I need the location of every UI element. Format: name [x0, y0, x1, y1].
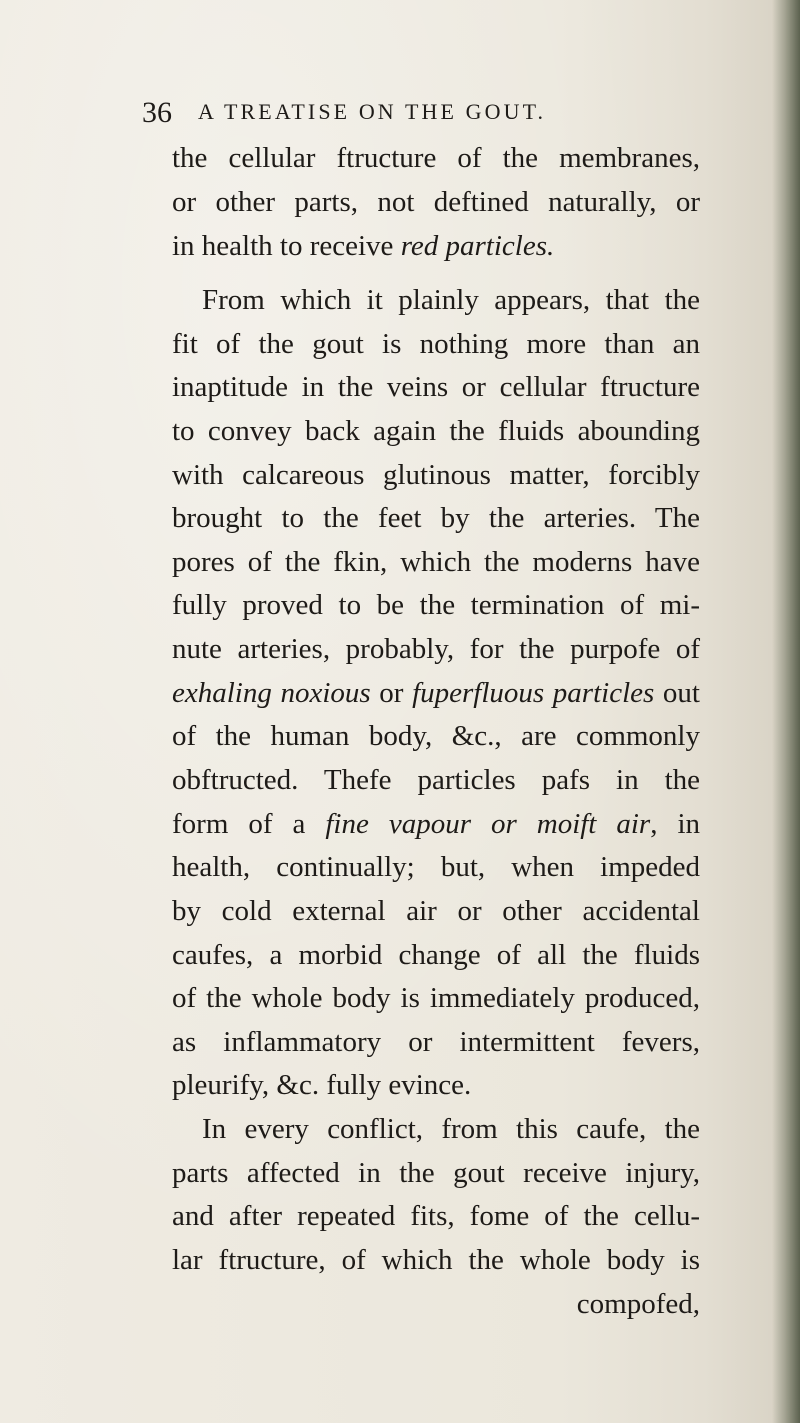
text-line: brought to the feet by the arteries. The: [172, 502, 700, 534]
italic-phrase: exhaling noxious: [172, 677, 371, 709]
text-line: [172, 226, 700, 266]
text-line: health, continually; but, when impeded: [172, 851, 700, 883]
paragraph-start-line: From which it plainly appears, that the: [202, 284, 700, 316]
text-line: pleurify, &c. fully evince.: [172, 1069, 472, 1101]
text-line: fully proved to be the termination of mi-: [172, 589, 700, 621]
text-line: pores of the fkin, which the moderns have: [172, 546, 700, 578]
text-line: parts affected in the gout receive injury,: [172, 1157, 700, 1189]
italic-phrase: fine vapour or moift air: [325, 808, 651, 840]
text-line: [172, 804, 700, 844]
text-line: [172, 673, 700, 713]
text-line: fit of the gout is nothing more than an: [172, 328, 700, 360]
text-line: caufes, a morbid change of all the fluids: [172, 939, 700, 971]
text-line: nute arteries, probably, for the purpofe of: [172, 633, 700, 665]
text-span: , in: [650, 808, 700, 840]
running-title: A TREATISE ON THE GOUT.: [198, 99, 547, 124]
text-span: in health to receive: [172, 230, 401, 262]
text-line: or other parts, not deftined naturally, or: [172, 186, 700, 218]
text-line: to convey back again the fluids abounding: [172, 415, 700, 447]
text-line: obftructed. Thefe particles pafs in the: [172, 764, 700, 796]
text-line: as inflammatory or intermittent fevers,: [172, 1026, 700, 1058]
text-line: of the human body, &c., are commonly: [172, 720, 700, 752]
page-number: 36: [142, 96, 172, 129]
text-line: lar ftructure, of which the whole body is: [172, 1244, 700, 1276]
text-line: of the whole body is immediately produced,: [172, 982, 700, 1014]
text-span: out: [654, 677, 700, 709]
page-edge-shadow: [772, 0, 800, 1423]
text-span: form of a: [172, 808, 326, 840]
running-header: [142, 93, 546, 127]
italic-phrase: red particles.: [400, 230, 555, 262]
text-line: the cellular ftructure of the membranes,: [172, 142, 700, 174]
text-span: or: [370, 677, 413, 709]
catchword: compofed,: [576, 1288, 700, 1320]
text-line: by cold external air or other accidental: [172, 895, 700, 927]
text-line: with calcareous glutinous matter, forcibly: [172, 459, 700, 491]
text-line: inaptitude in the veins or cellular ftructure: [172, 371, 700, 403]
text-line: and after repeated fits, fome of the cellu-: [172, 1200, 700, 1232]
paragraph-start-line: In every conflict, from this caufe, the: [202, 1113, 700, 1145]
italic-phrase: fuperfluous particles: [412, 677, 655, 709]
